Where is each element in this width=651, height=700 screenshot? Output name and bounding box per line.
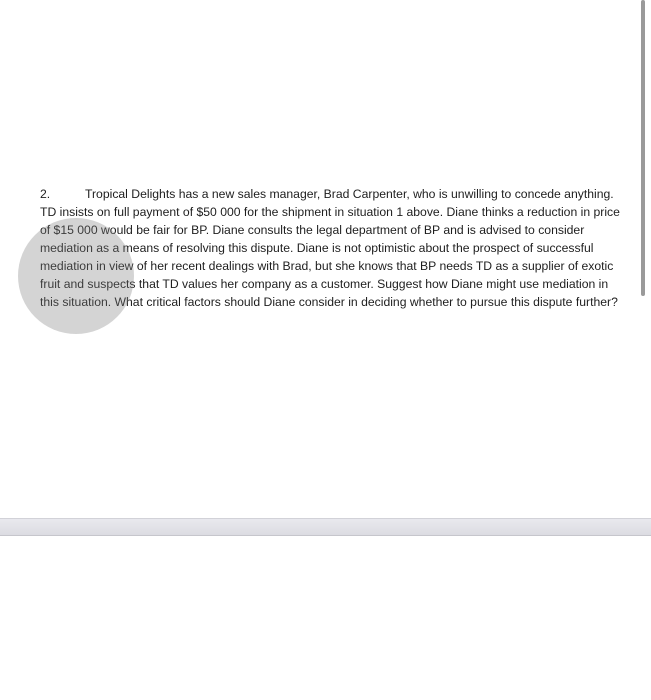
question-text: Tropical Delights has a new sales manager, Brad Carpenter, who is unwilling to concede anything. TD insists on full payment of $50 000 for the shipment in situation 1 above. Diane thinks a reduction in price of $15 000 would be fair for BP. Diane consults the legal department of BP and is advised to consider mediation as a means of resolving this dispute. Diane is not optimistic about the prospect of successful mediation in view of her recent dealings with Brad, but she knows that BP needs TD as a supplier of exotic fruit and suspects that TD values her company as a customer. Suggest how Diane might use mediation in this situation. What critical factors should Diane consider in deciding whether to pursue this dispute further? [40,187,620,310]
question-number: 2. [40,187,51,202]
page-separator [0,518,651,536]
vertical-scrollbar[interactable] [641,0,645,296]
next-page [0,536,651,700]
question-paragraph [40,185,620,311]
